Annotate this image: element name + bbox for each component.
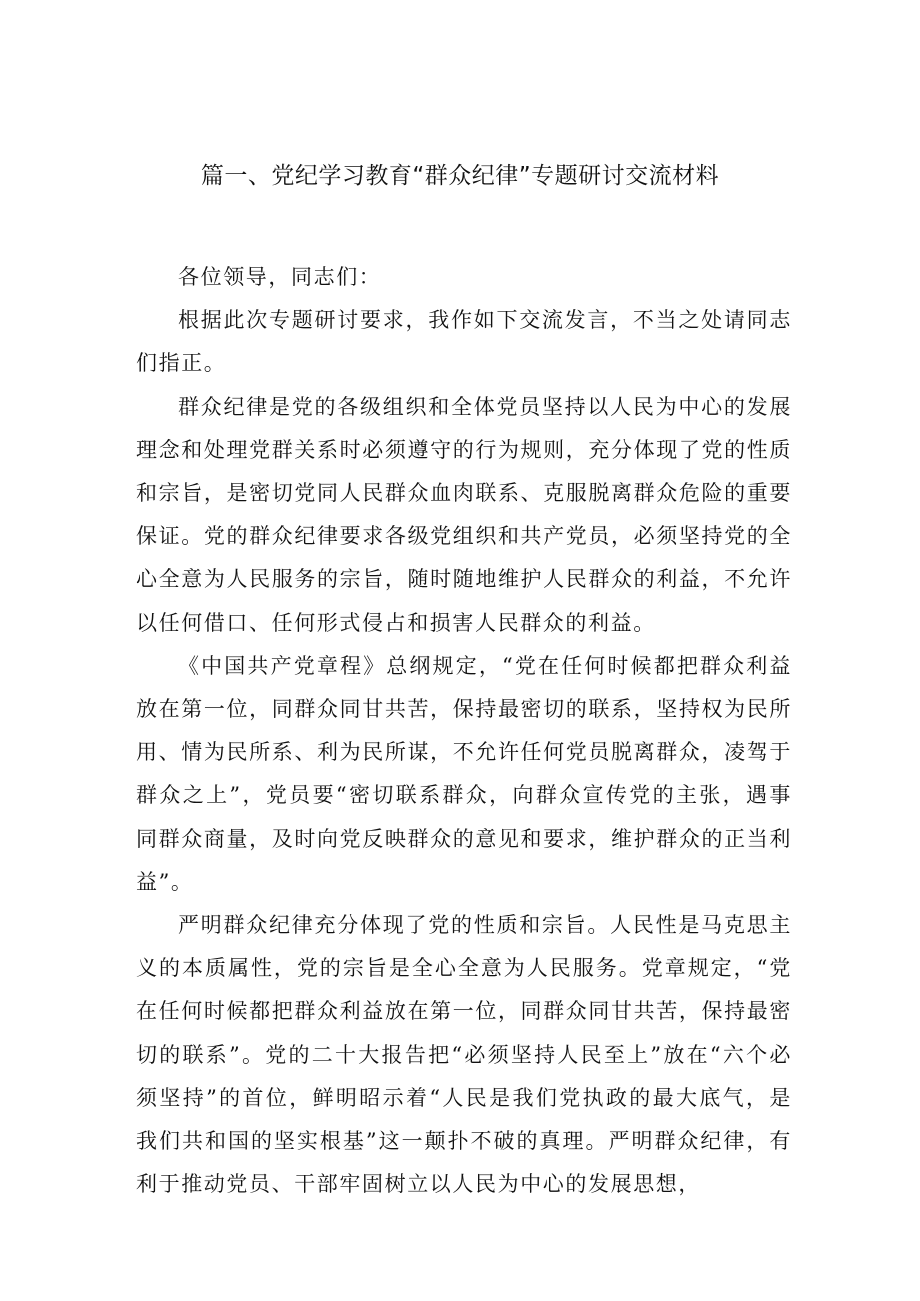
- paragraph-definition: 群众纪律是党的各级组织和全体党员坚持以人民为中心的发展理念和处理党群关系时必须遵守的行为规则，充分体现了党的性质和宗旨，是密切党同人民群众血肉联系、克服脱离群众危险的重要保证。党的群众纪律要求各级党组织和共产党员，必须坚持党的全心全意为人民服务的宗旨，随时随地维护人民群众的利益，不允许以任何借口、任何形式侵占和损害人民群众的利益。: [136, 394, 792, 635]
- paragraph-intro: 根据此次专题研讨要求，我作如下交流发言，不当之处请同志们指正。: [136, 308, 792, 376]
- document-title: 篇一、党纪学习教育“群众纪律”专题研讨交流材料: [200, 163, 720, 189]
- paragraph-party-constitution: 《中国共产党章程》总纲规定，“党在任何时候都把群众利益放在第一位，同群众同甘共苦，保持最密切的联系，坚持权为民所用、情为民所系、利为民所谋，不允许任何党员脱离群众，凌驾于群众之上”，党员要“密切联系群众，向群众宣传党的主张，遇事同群众商量，及时向党反映群众的意见和要求，维护群众的正当利益”。: [136, 653, 792, 894]
- document-body: [136, 256, 792, 1206]
- salutation: 各位领导，同志们：: [178, 265, 382, 289]
- paragraph-nature-and-purpose: 严明群众纪律充分体现了党的性质和宗旨。人民性是马克思主义的本质属性，党的宗旨是全心全意为人民服务。党章规定，“党在任何时候都把群众利益放在第一位，同群众同甘共苦，保持最密切的联系”。党的二十大报告把“必须坚持人民至上”放在“六个必须坚持”的首位，鲜明昭示着“人民是我们党执政的最大底气，是我们共和国的坚实根基”这一颠扑不破的真理。严明群众纪律，有利于推动党员、干部牢固树立以人民为中心的发展思想，: [136, 913, 792, 1197]
